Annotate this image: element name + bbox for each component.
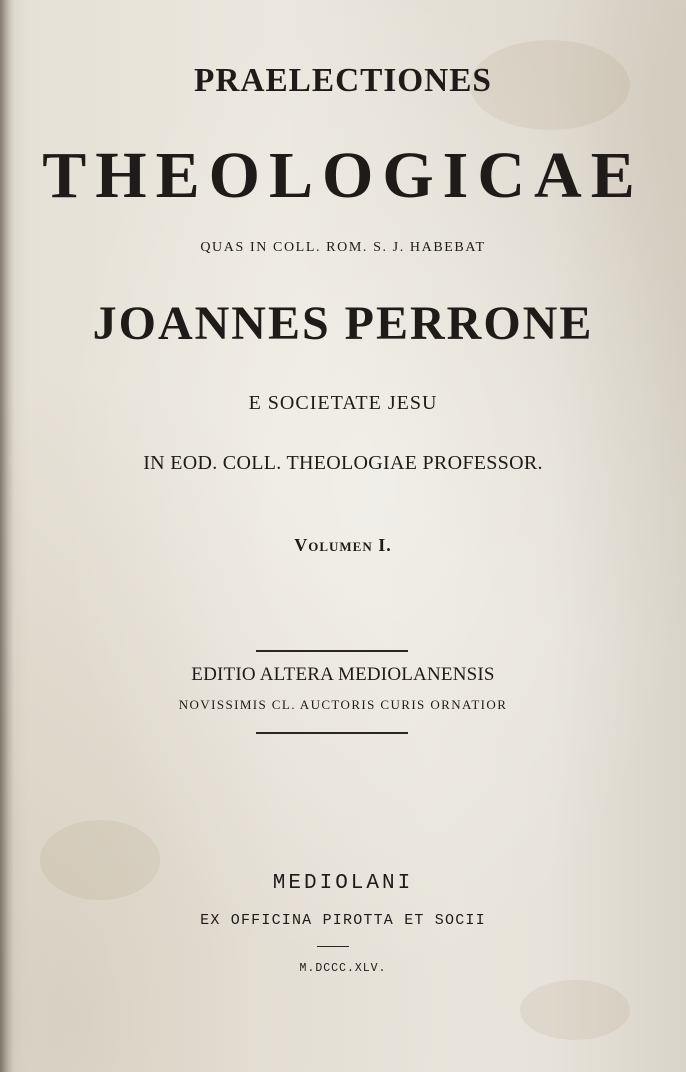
title-line-2: THEOLOGICAE [42, 139, 644, 212]
imprint-year: M.DCCC.XLV. [299, 962, 387, 975]
author-position: IN EOD. COLL. THEOLOGIAE PROFESSOR. [143, 452, 543, 474]
imprint-city: MEDIOLANI [272, 872, 414, 895]
paper-stain [520, 980, 630, 1040]
subtitle-line: QUAS IN COLL. ROM. S. J. HABEBAT [200, 240, 486, 255]
divider-rule [256, 732, 408, 734]
divider-rule [256, 650, 408, 652]
author-name: JOANNES PERRONE [92, 297, 594, 350]
edition-note: NOVISSIMIS CL. AUCTORIS CURIS ORNATIOR [178, 697, 508, 712]
edition-line: EDITIO ALTERA MEDIOLANENSIS [191, 664, 495, 685]
title-line-1: PRAELECTIONES [194, 62, 492, 99]
short-rule [317, 946, 349, 947]
imprint-printer: EX OFFICINA PIROTTA ET SOCII [200, 912, 486, 929]
volume-label: Volumen I. [294, 535, 392, 555]
author-society: E SOCIETATE JESU [248, 392, 438, 414]
